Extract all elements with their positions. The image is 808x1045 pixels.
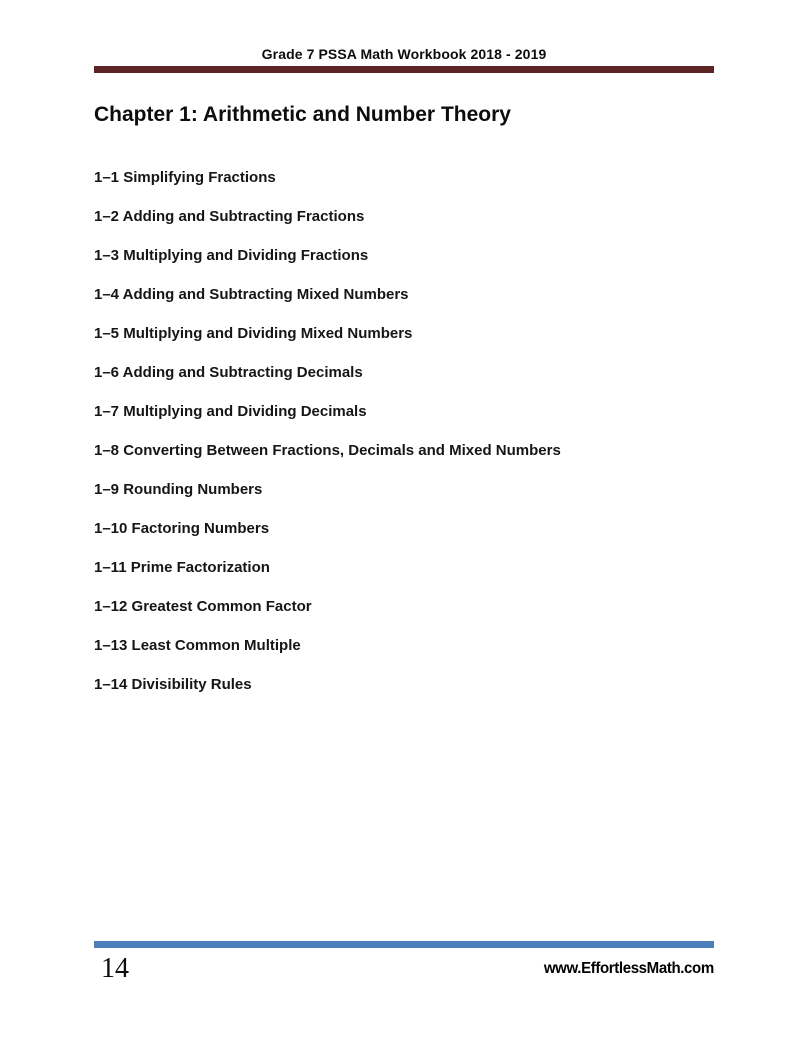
toc-item-title: Multiplying and Dividing Mixed Numbers bbox=[123, 325, 413, 342]
toc-item bbox=[94, 677, 714, 693]
toc-item bbox=[94, 404, 714, 420]
toc-item bbox=[94, 170, 714, 186]
footer-rule-divider bbox=[94, 941, 714, 948]
toc-item bbox=[94, 365, 714, 381]
toc-item-title: Factoring Numbers bbox=[131, 520, 270, 537]
table-of-contents bbox=[94, 170, 714, 716]
toc-item bbox=[94, 443, 714, 459]
toc-item-title: Adding and Subtracting Fractions bbox=[122, 208, 365, 225]
toc-item bbox=[94, 521, 714, 537]
toc-item-number: 1–6 bbox=[94, 364, 120, 381]
header-rule-divider bbox=[94, 66, 714, 73]
toc-item-title: Divisibility Rules bbox=[131, 676, 252, 693]
toc-item-title: Greatest Common Factor bbox=[131, 598, 312, 615]
toc-item-number: 1–5 bbox=[94, 325, 120, 342]
toc-item-number: 1–14 bbox=[94, 676, 128, 693]
toc-item bbox=[94, 560, 714, 576]
toc-item bbox=[94, 638, 714, 654]
toc-item-number: 1–2 bbox=[94, 208, 120, 225]
toc-item-number: 1–13 bbox=[94, 637, 128, 654]
chapter-title: Chapter 1: Arithmetic and Number Theory bbox=[94, 103, 511, 126]
toc-item-title: Rounding Numbers bbox=[123, 481, 263, 498]
toc-item-number: 1–10 bbox=[94, 520, 128, 537]
toc-item-title: Simplifying Fractions bbox=[123, 169, 276, 186]
toc-item bbox=[94, 248, 714, 264]
toc-item-number: 1–7 bbox=[94, 403, 120, 420]
toc-item bbox=[94, 287, 714, 303]
toc-item-title: Adding and Subtracting Mixed Numbers bbox=[122, 286, 409, 303]
toc-item-number: 1–3 bbox=[94, 247, 120, 264]
running-header-title: Grade 7 PSSA Math Workbook 2018 - 2019 bbox=[261, 46, 547, 62]
toc-item bbox=[94, 599, 714, 615]
page-number: 14 bbox=[101, 953, 129, 984]
toc-item-number: 1–9 bbox=[94, 481, 120, 498]
toc-item-title: Multiplying and Dividing Fractions bbox=[123, 247, 369, 264]
toc-item-title: Multiplying and Dividing Decimals bbox=[123, 403, 367, 420]
toc-item-title: Prime Factorization bbox=[130, 559, 270, 576]
toc-item-title: Adding and Subtracting Decimals bbox=[122, 364, 363, 381]
website-link[interactable]: www.EffortlessMath.com bbox=[543, 960, 714, 977]
toc-item-number: 1–11 bbox=[94, 559, 127, 576]
toc-item-number: 1–1 bbox=[94, 169, 120, 186]
toc-item-number: 1–4 bbox=[94, 286, 120, 303]
toc-item bbox=[94, 482, 714, 498]
toc-item bbox=[94, 209, 714, 225]
toc-item-number: 1–12 bbox=[94, 598, 128, 615]
toc-item-number: 1–8 bbox=[94, 442, 120, 459]
toc-item-title: Converting Between Fractions, Decimals and Mixed Numbers bbox=[123, 442, 561, 459]
toc-item-title: Least Common Multiple bbox=[131, 637, 301, 654]
toc-item bbox=[94, 326, 714, 342]
